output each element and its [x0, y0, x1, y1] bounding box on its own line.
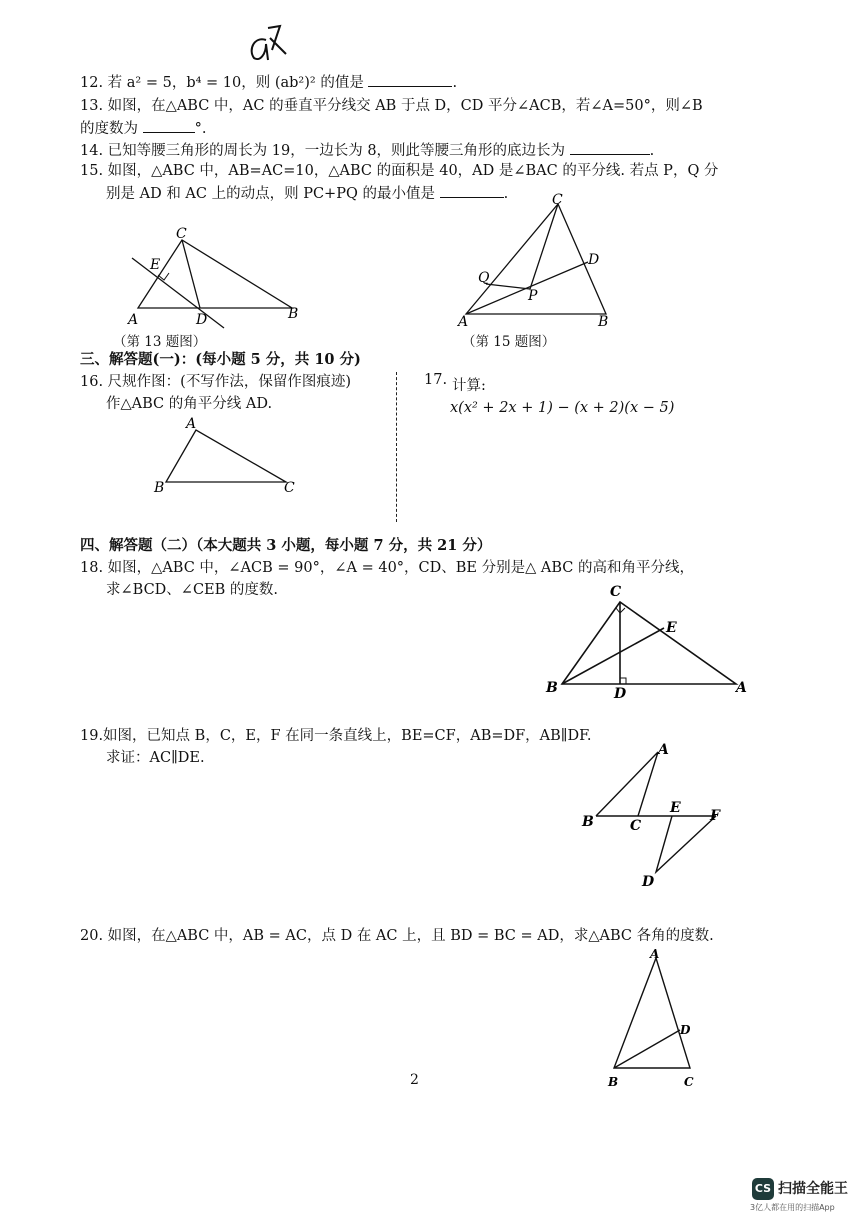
handwritten-note: [244, 20, 294, 72]
scanner-logo-icon: CS: [752, 1178, 774, 1200]
question-18-line-2: 求∠BCD、∠CEB 的度数.: [106, 582, 278, 598]
scanner-app-name: 扫描全能王: [778, 1181, 848, 1197]
question-19-line-2: 求证：AC∥DE.: [106, 750, 205, 766]
fig13-label-b: B: [288, 306, 299, 322]
question-13-pre: 的度数为: [80, 121, 138, 137]
handwritten-scribble: [244, 20, 294, 68]
fig13-label-c: C: [176, 226, 187, 242]
section-4-heading: 四、解答题（二）（本大题共 3 小题，每小题 7 分，共 21 分）: [80, 537, 492, 554]
figure-16: [150, 414, 310, 500]
question-14-text: 14. 已知等腰三角形的周长为 19，一边长为 8，则此等腰三角形的底边长为: [80, 143, 566, 159]
question-15-pre: 别是 AD 和 AC 上的动点，则 PC+PQ 的最小值是: [106, 186, 435, 202]
question-13-line-2: [80, 118, 206, 139]
fig18-label-b: B: [546, 680, 558, 696]
scanner-tagline: 3亿人都在用的扫描App: [750, 1203, 835, 1212]
fig15-label-c: C: [552, 192, 563, 208]
fig19-label-c: C: [630, 818, 642, 834]
fig15-label-b: B: [598, 314, 609, 330]
figure-15-caption: （第 15 题图）: [462, 334, 556, 350]
question-15-line-1: 15. 如图，△ABC 中，AB=AC=10，△ABC 的面积是 40，AD 是∠BAC 的平分线. 若点 P，Q 分: [80, 163, 719, 179]
question-16-line-1: 16. 尺规作图：(不写作法，保留作图痕迹): [80, 374, 351, 390]
section-3-heading: 三、解答题(一)：(每小题 5 分，共 10 分): [80, 351, 361, 368]
question-14: [80, 140, 654, 161]
fig20-label-b: B: [608, 1075, 619, 1089]
figure-15: [452, 192, 622, 332]
fig18-label-a: A: [736, 680, 747, 696]
fig16-label-c: C: [284, 480, 295, 496]
figure-19: [576, 736, 736, 892]
answer-blank: [368, 72, 452, 87]
question-16-line-2: 作△ABC 的角平分线 AD.: [106, 396, 273, 412]
question-20: 20. 如图，在△ABC 中，AB = AC，点 D 在 AC 上，且 BD = BC = AD，求△ABC 各角的度数.: [80, 928, 714, 944]
question-17-number: 17.: [424, 372, 448, 388]
page-number: 2: [410, 1072, 419, 1088]
fig19-label-a: A: [658, 742, 669, 758]
fig19-label-b: B: [582, 814, 594, 830]
fig16-label-a: A: [186, 416, 197, 432]
figure-13: [120, 222, 320, 332]
question-14-end: .: [649, 143, 655, 159]
fig18-label-d: D: [614, 686, 627, 702]
question-13-line-1: 13. 如图，在△ABC 中，AC 的垂直平分线交 AB 于点 D，CD 平分∠ACB，若∠A=50°，则∠B: [80, 98, 703, 114]
fig15-label-q: Q: [478, 270, 490, 286]
fig20-label-a: A: [650, 947, 660, 961]
fig15-label-a: A: [458, 314, 469, 330]
figure-20: [600, 944, 710, 1094]
fig19-label-f: F: [710, 808, 720, 824]
fig18-label-e: E: [666, 620, 677, 636]
question-15-line-2: [106, 183, 508, 204]
question-15-post: .: [503, 186, 509, 202]
fig13-label-e: E: [150, 257, 161, 273]
question-12-text: 12. 若 a² = 5，b⁴ = 10，则 (ab²)² 的值是: [80, 75, 364, 91]
question-13-post: °.: [194, 121, 207, 137]
figure-18: [540, 580, 760, 704]
question-17-expression: x(x² + 2x + 1) − (x + 2)(x − 5): [450, 400, 675, 416]
question-19-line-1: 19.如图，已知点 B，C，E，F 在同一条直线上，BE=CF，AB=DF，AB∥DF.: [80, 728, 592, 744]
question-18-line-1: 18. 如图，△ABC 中，∠ACB = 90°，∠A = 40°，CD、BE 分别是△ ABC 的高和角平分线，: [80, 560, 694, 576]
column-divider: [396, 372, 397, 522]
question-17-label: 计算:: [452, 378, 486, 394]
fig16-label-b: B: [154, 480, 165, 496]
fig15-label-d: D: [588, 252, 600, 268]
answer-blank: [143, 118, 195, 133]
fig20-label-c: C: [684, 1075, 694, 1089]
question-12-end: .: [452, 75, 458, 91]
fig13-label-a: A: [128, 312, 139, 328]
fig19-label-d: D: [642, 874, 655, 890]
fig20-label-d: D: [680, 1023, 691, 1037]
fig15-label-p: P: [528, 288, 538, 304]
fig19-label-e: E: [670, 800, 681, 816]
answer-blank: [570, 140, 650, 155]
fig13-label-d: D: [196, 312, 208, 328]
fig18-label-c: C: [610, 584, 622, 600]
figure-13-caption: （第 13 题图）: [113, 334, 207, 350]
question-12: [80, 72, 457, 93]
